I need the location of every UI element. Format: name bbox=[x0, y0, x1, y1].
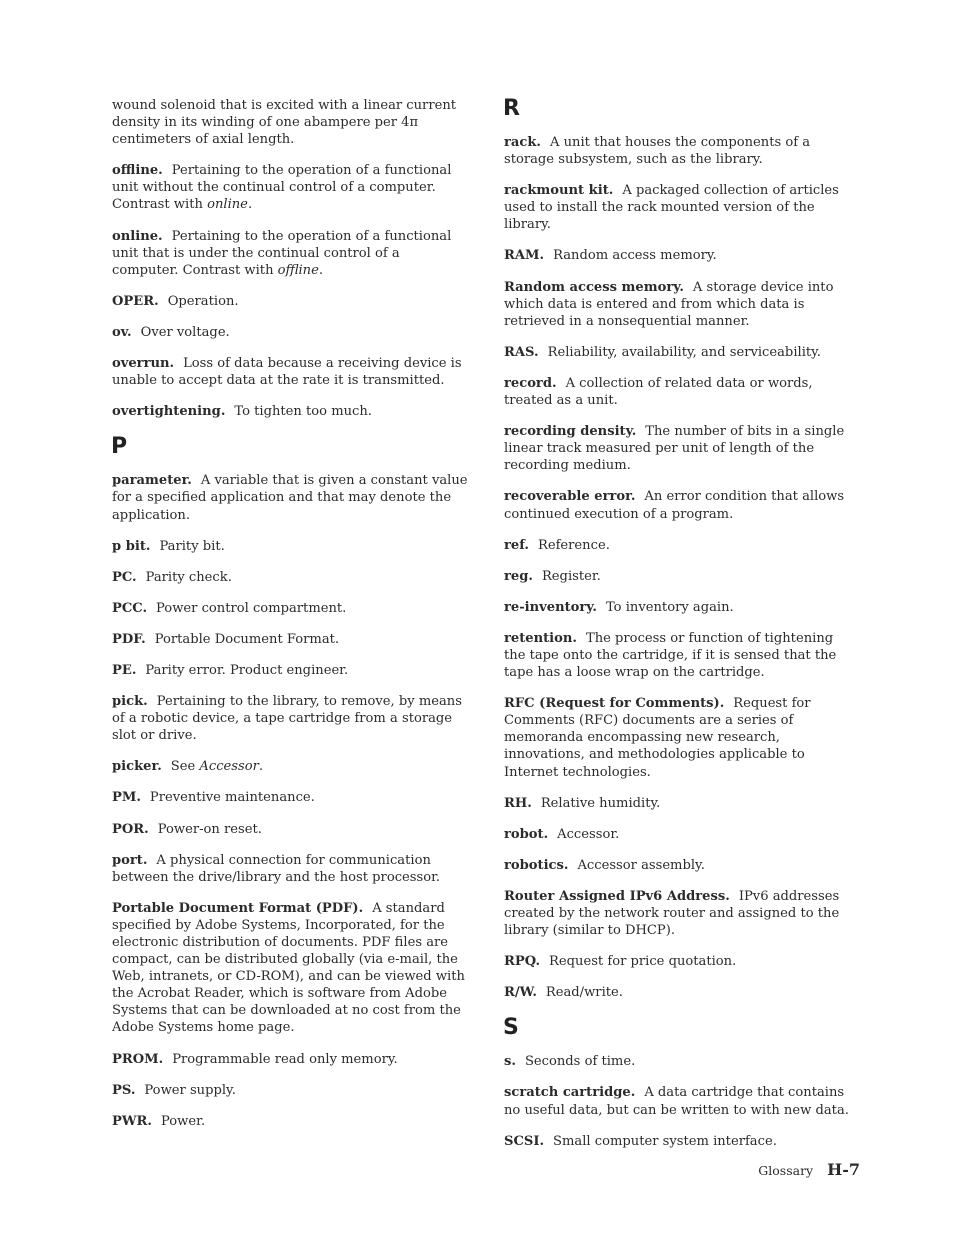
glossary-term: PDF. bbox=[112, 631, 146, 647]
glossary-term: ref. bbox=[504, 537, 529, 553]
glossary-entry bbox=[112, 293, 468, 310]
cross-reference: online bbox=[207, 197, 248, 213]
glossary-definition: A variable that is given a constant value for a specified application and that may denote the application. bbox=[112, 473, 468, 523]
glossary-term: robotics. bbox=[504, 857, 569, 873]
glossary-term: parameter. bbox=[112, 473, 192, 489]
footer-section-label: Glossary bbox=[758, 1163, 814, 1178]
glossary-definition: Random access memory. bbox=[553, 248, 717, 264]
glossary-definition: IPv6 addresses created by the network router and assigned to the library (similar to DHCP). bbox=[504, 888, 840, 939]
glossary-definition: Power supply. bbox=[144, 1082, 236, 1098]
cross-reference: offline bbox=[277, 262, 319, 278]
glossary-term: PWR. bbox=[112, 1113, 152, 1129]
glossary-definition: A unit that houses the components of a storage subsystem, such as the library. bbox=[504, 135, 811, 168]
section-heading-s: S bbox=[503, 1015, 519, 1041]
glossary-definition: Pertaining to the operation of a functional unit that is under the continual control of a computer. Contrast with bbox=[112, 228, 452, 278]
glossary-definition: To inventory again. bbox=[605, 599, 734, 615]
glossary-definition: The process or function of tightening the tape onto the cartridge, if it is sensed that the tape has a loose wrap on the cartridge. bbox=[504, 630, 837, 681]
glossary-entry bbox=[504, 344, 858, 361]
definition-end: . bbox=[318, 262, 324, 278]
glossary-entry bbox=[504, 857, 858, 874]
glossary-entry bbox=[504, 795, 858, 812]
glossary-definition: Parity bit. bbox=[159, 538, 225, 554]
glossary-definition: Parity check. bbox=[145, 569, 232, 585]
glossary-entry bbox=[112, 758, 468, 775]
glossary-term: PC. bbox=[112, 569, 137, 585]
glossary-term: Portable Document Format (PDF). bbox=[112, 900, 364, 916]
glossary-definition: To tighten too much. bbox=[234, 404, 372, 420]
glossary-term: POR. bbox=[112, 821, 149, 837]
glossary-definition: Pertaining to the library, to remove, by means of a robotic device, a tape cartridge from a storage slot or drive. bbox=[112, 694, 462, 744]
glossary-definition: Seconds of time. bbox=[524, 1054, 636, 1070]
glossary-term: reg. bbox=[504, 568, 533, 584]
glossary-entry bbox=[112, 821, 468, 838]
page-number: H-7 bbox=[827, 1160, 860, 1179]
glossary-entry bbox=[112, 693, 468, 744]
glossary-definition: Power-on reset. bbox=[157, 821, 262, 837]
right-column bbox=[504, 96, 858, 1164]
glossary-entry bbox=[504, 247, 858, 264]
glossary-definition: Request for Comments (RFC) documents are a series of memoranda encompassing new research, innovations, and methodologies applicable to Internet technologies. bbox=[504, 696, 811, 780]
glossary-definition: Preventive maintenance. bbox=[149, 790, 315, 806]
glossary-term: rackmount kit. bbox=[504, 183, 614, 199]
glossary-term: offline. bbox=[112, 163, 163, 179]
glossary-definition: Portable Document Format. bbox=[154, 631, 340, 647]
glossary-definition: An error condition that allows continued execution of a program. bbox=[504, 489, 845, 522]
glossary-entry bbox=[504, 1133, 858, 1150]
glossary-entry bbox=[504, 888, 858, 939]
glossary-definition: Accessor. bbox=[557, 826, 620, 842]
glossary-entry bbox=[112, 1113, 468, 1130]
entries-o bbox=[112, 162, 468, 420]
glossary-term: scratch cartridge. bbox=[504, 1085, 636, 1101]
glossary-entry bbox=[504, 568, 858, 585]
glossary-term: RH. bbox=[504, 795, 532, 811]
glossary-entry bbox=[112, 228, 468, 279]
glossary-definition: Request for price quotation. bbox=[549, 954, 737, 970]
glossary-term: record. bbox=[504, 375, 557, 391]
glossary-entry bbox=[504, 984, 858, 1001]
glossary-term: overtightening. bbox=[112, 404, 226, 420]
glossary-definition: Read/write. bbox=[545, 985, 623, 1001]
glossary-entry bbox=[504, 375, 858, 409]
glossary-entry bbox=[504, 695, 858, 780]
glossary-entry bbox=[504, 134, 858, 168]
glossary-entry bbox=[504, 1053, 858, 1070]
section-heading-p: P bbox=[111, 434, 128, 460]
glossary-definition: Relative humidity. bbox=[540, 795, 661, 811]
glossary-term: recording density. bbox=[504, 424, 637, 440]
glossary-entry bbox=[504, 599, 858, 616]
glossary-entry bbox=[112, 538, 468, 555]
glossary-term: p bit. bbox=[112, 538, 151, 554]
glossary-definition: Programmable read only memory. bbox=[172, 1051, 398, 1067]
glossary-term: s. bbox=[504, 1054, 516, 1070]
glossary-definition: A packaged collection of articles used to install the rack mounted version of the library. bbox=[504, 183, 839, 233]
glossary-entry bbox=[112, 789, 468, 806]
glossary-entry bbox=[504, 953, 858, 970]
glossary-definition: A data cartridge that contains no useful data, but can be written to with new data. bbox=[504, 1085, 849, 1118]
glossary-entry bbox=[112, 600, 468, 617]
glossary-entry bbox=[112, 662, 468, 679]
glossary-term: Random access memory. bbox=[504, 279, 684, 295]
glossary-term: PE. bbox=[112, 662, 137, 678]
glossary-entry bbox=[112, 900, 468, 1037]
glossary-term: online. bbox=[112, 228, 163, 244]
glossary-term: PM. bbox=[112, 790, 141, 806]
glossary-term: pick. bbox=[112, 694, 148, 710]
glossary-term: RFC (Request for Comments). bbox=[504, 696, 725, 712]
glossary-entry bbox=[504, 826, 858, 843]
glossary-entry bbox=[112, 403, 468, 420]
glossary-definition: Power control compartment. bbox=[156, 600, 347, 616]
cross-reference: Accessor bbox=[199, 759, 259, 775]
glossary-definition: Over voltage. bbox=[140, 324, 230, 340]
glossary-entry bbox=[504, 488, 858, 522]
glossary-definition: Loss of data because a receiving device is unable to accept data at the rate it is transmitted. bbox=[112, 356, 462, 389]
glossary-definition: A storage device into which data is entered and from which data is retrieved in a nonsequential manner. bbox=[504, 279, 834, 329]
glossary-entry bbox=[504, 423, 858, 474]
glossary-entry bbox=[504, 1084, 858, 1118]
continued-definition: wound solenoid that is excited with a linear current density in its winding of one abampere per 4π centimeters of axial length. bbox=[112, 98, 457, 148]
glossary-entry bbox=[112, 324, 468, 341]
glossary-entry bbox=[112, 631, 468, 648]
glossary-term: re-inventory. bbox=[504, 599, 597, 615]
glossary-definition: See bbox=[170, 759, 200, 775]
glossary-entry bbox=[112, 852, 468, 886]
glossary-definition: The number of bits in a single linear track measured per unit of length of the recording medium. bbox=[504, 424, 845, 474]
glossary-term: RAM. bbox=[504, 248, 545, 264]
glossary-term: overrun. bbox=[112, 356, 175, 372]
glossary-term: RAS. bbox=[504, 344, 539, 360]
glossary-entry bbox=[504, 630, 858, 681]
glossary-term: ov. bbox=[112, 324, 132, 340]
glossary-definition: Power. bbox=[161, 1113, 206, 1129]
glossary-definition: A physical connection for communication between the drive/library and the host processor. bbox=[112, 852, 441, 885]
page-footer bbox=[758, 1160, 860, 1179]
glossary-entry bbox=[112, 355, 468, 389]
glossary-term: robot. bbox=[504, 826, 549, 842]
glossary-entry bbox=[112, 162, 468, 213]
glossary-entry bbox=[504, 182, 858, 233]
glossary-term: Router Assigned IPv6 Address. bbox=[504, 888, 730, 904]
glossary-entry bbox=[504, 279, 858, 330]
glossary-definition: Operation. bbox=[167, 293, 239, 309]
glossary-term: OPER. bbox=[112, 293, 159, 309]
glossary-definition: Reference. bbox=[537, 537, 610, 553]
glossary-entry bbox=[504, 537, 858, 554]
glossary-definition: Accessor assembly. bbox=[577, 857, 705, 873]
glossary-term: PS. bbox=[112, 1082, 136, 1098]
glossary-term: picker. bbox=[112, 759, 162, 775]
glossary-definition: Small computer system interface. bbox=[553, 1133, 777, 1149]
glossary-term: SCSI. bbox=[504, 1133, 545, 1149]
glossary-entry bbox=[112, 472, 468, 523]
left-column bbox=[112, 97, 468, 1144]
section-heading-r: R bbox=[503, 96, 520, 121]
definition-end: . bbox=[258, 759, 264, 775]
glossary-term: PCC. bbox=[112, 600, 148, 616]
glossary-entry bbox=[112, 1082, 468, 1099]
glossary-definition: A standard specified by Adobe Systems, Incorporated, for the electronic distribution of documents. PDF files are compact, can be distributed globally (via e-mail, the Web, intranets, or CD-ROM), and can be viewed with the Acrobat Reader, which is software from Adobe Systems that can be downloaded at no cost from the Adobe Systems home page. bbox=[112, 900, 465, 1036]
glossary-term: PROM. bbox=[112, 1051, 164, 1067]
glossary-entry bbox=[112, 569, 468, 586]
glossary-definition: Reliability, availability, and serviceability. bbox=[547, 344, 821, 360]
glossary-term: recoverable error. bbox=[504, 489, 636, 505]
glossary-definition: A collection of related data or words, treated as a unit. bbox=[504, 375, 813, 409]
definition-end: . bbox=[247, 197, 253, 213]
entries-r bbox=[504, 134, 858, 1001]
glossary-term: port. bbox=[112, 852, 148, 868]
entries-s bbox=[504, 1053, 858, 1149]
glossary-term: retention. bbox=[504, 630, 577, 646]
entries-p bbox=[112, 472, 468, 1130]
glossary-definition: Pertaining to the operation of a functional unit without the continual control of a computer. Contrast with bbox=[112, 163, 452, 213]
glossary-definition: Parity error. Product engineer. bbox=[145, 662, 349, 678]
glossary-term: RPQ. bbox=[504, 954, 541, 970]
glossary-term: rack. bbox=[504, 135, 541, 150]
glossary-definition: Register. bbox=[541, 568, 601, 584]
glossary-entry bbox=[112, 1051, 468, 1068]
glossary-term: R/W. bbox=[504, 985, 537, 1001]
